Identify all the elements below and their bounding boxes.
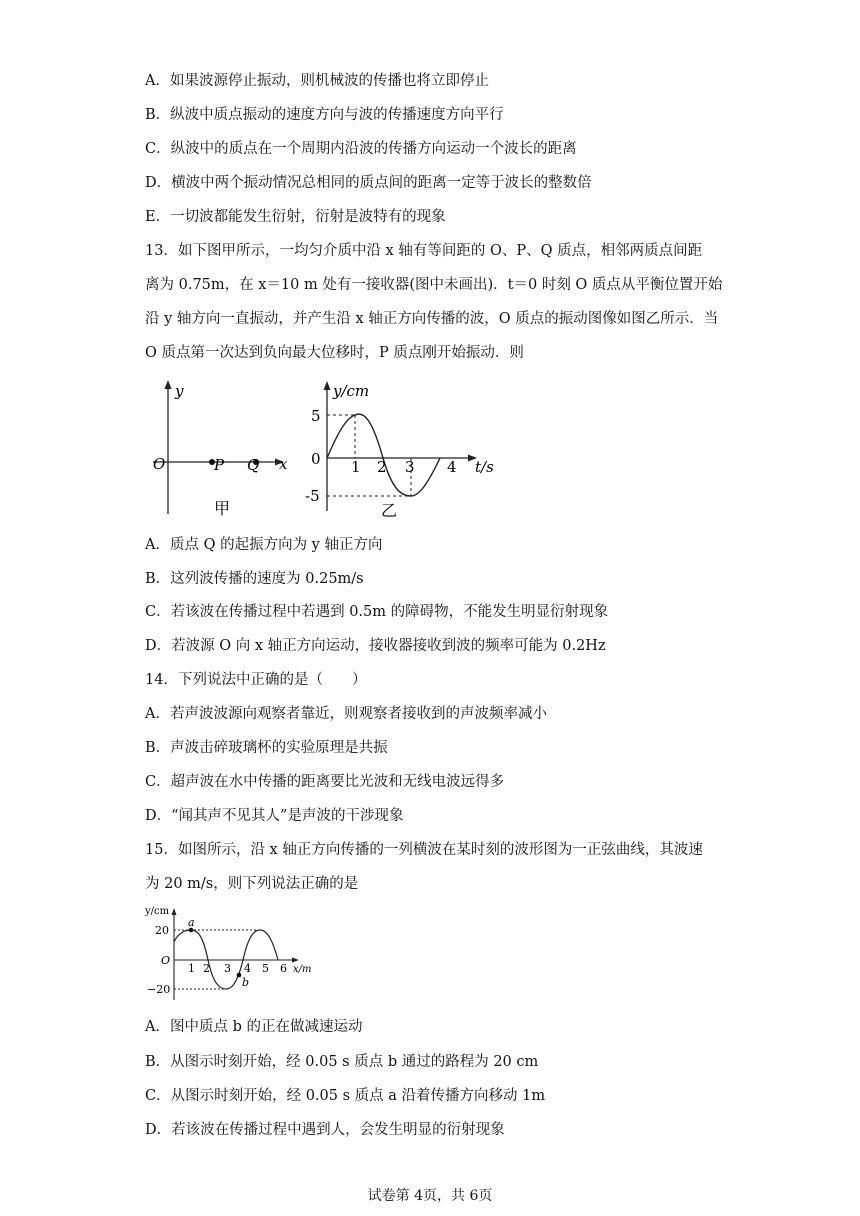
q13-figure-jia (145, 376, 305, 526)
q12-option-a: A．如果波源停止振动，则机械波的传播也将立即停止 (145, 73, 489, 89)
q15-option-c: C．从图示时刻开始，经 0.05 s 质点 a 沿着传播方向移动 1m (145, 1088, 546, 1104)
q13-stem-line-4: O 质点第一次达到负向最大位移时，P 质点刚开始振动．则 (145, 345, 524, 361)
q15-a-label: a (188, 916, 195, 929)
q15-option-a: A．图中质点 b 的正在做减速运动 (145, 1019, 363, 1035)
yi-y-arrow (324, 381, 331, 390)
q15-y-arrow (172, 908, 177, 915)
q15-x-label: x/m (293, 964, 312, 975)
q15-option-d: D．若该波在传播过程中遇到人，会发生明显的衍射现象 (145, 1122, 505, 1138)
yi-x-tick-2: 2 (377, 458, 387, 476)
q15-figure (145, 902, 325, 1012)
q13-figure-yi (295, 376, 510, 526)
yi-y-tick-neg5: -5 (305, 487, 320, 505)
yi-x-label: t/s (475, 458, 494, 476)
q13-option-a: A．质点 Q 的起振方向为 y 轴正方向 (145, 537, 383, 553)
q14-option-d: D．“闻其声不见其人”是声波的干涉现象 (145, 808, 404, 824)
q12-option-b: B．纵波中质点振动的速度方向与波的传播速度方向平行 (145, 107, 504, 123)
q15-x-tick-5: 5 (262, 962, 269, 975)
q13-option-c: C．若该波在传播过程中若遇到 0.5m 的障碍物，不能发生明显衍射现象 (145, 604, 609, 620)
yi-y-label: y/cm (333, 382, 370, 400)
q15-stem-line-1: 15．如图所示，沿 x 轴正方向传播的一列横波在某时刻的波形图为一正弦曲线，其波速 (145, 842, 703, 858)
jia-q-label: Q (247, 456, 260, 474)
q15-x-tick-1: 1 (188, 962, 195, 975)
yi-x-tick-4: 4 (447, 458, 457, 476)
q15-b-label: b (242, 976, 250, 989)
q12-option-d: D．横波中两个振动情况总相同的质点间的距离一定等于波长的整数倍 (145, 175, 592, 191)
q14-stem: 14．下列说法中正确的是（ ） (145, 672, 367, 688)
jia-caption: 甲 (214, 499, 231, 518)
q15-y-label: y/cm (145, 906, 170, 917)
yi-origin-label: 0 (311, 450, 321, 468)
q15-point-b (237, 973, 242, 978)
q14-option-b: B．声波击碎玻璃杯的实验原理是共振 (145, 740, 388, 756)
jia-origin-label: O (153, 455, 166, 473)
q15-origin-label: O (161, 954, 171, 967)
q13-option-d: D．若波源 O 向 x 轴正方向运动，接收器接收到波的频率可能为 0.2Hz (145, 638, 606, 654)
q13-stem-line-3: 沿 y 轴方向一直振动，并产生沿 x 轴正方向传播的波，O 质点的振动图像如图乙所示．当 (145, 311, 719, 327)
q15-x-tick-3: 3 (224, 962, 231, 975)
yi-x-tick-3: 3 (405, 458, 415, 476)
q12-option-e: E．一切波都能发生衍射，衍射是波特有的现象 (145, 209, 446, 225)
q15-x-tick-6: 6 (280, 962, 287, 975)
yi-y-tick-5: 5 (311, 407, 321, 425)
page-footer: 试卷第 4页，共 6页 (367, 1188, 493, 1204)
jia-x-label: x (279, 455, 288, 473)
q13-stem-line-1: 13．如下图甲所示，一均匀介质中沿 x 轴有等间距的 O、P、Q 质点，相邻两质点间距 (145, 243, 703, 259)
q13-stem-line-2: 离为 0.75m，在 x＝10 m 处有一接收器(图中未画出)．t＝0 时刻 O 质点从平衡位置开始 (145, 277, 723, 293)
jia-p-label: P (214, 456, 225, 474)
q15-stem-line-2: 为 20 m/s，则下列说法正确的是 (145, 876, 359, 892)
q15-y-tick-20: 20 (155, 924, 169, 937)
q15-x-tick-2: 2 (203, 962, 210, 975)
q15-y-tick-neg20: −20 (147, 983, 171, 996)
yi-sine-curve (327, 414, 440, 496)
q14-option-c: C．超声波在水中传播的距离要比光波和无线电波远得多 (145, 774, 505, 790)
jia-y-label: y (175, 382, 184, 400)
jia-y-arrow (165, 380, 172, 389)
yi-x-tick-1: 1 (351, 458, 361, 476)
q12-option-c: C．纵波中的质点在一个周期内沿波的传播方向运动一个波长的距离 (145, 141, 577, 157)
q15-x-tick-4: 4 (244, 962, 251, 975)
q15-x-arrow (292, 958, 299, 963)
yi-caption: 乙 (381, 501, 398, 520)
q14-option-a: A．若声波波源向观察者靠近，则观察者接收到的声波频率减小 (145, 706, 547, 722)
q15-option-b: B．从图示时刻开始，经 0.05 s 质点 b 通过的路程为 20 cm (145, 1054, 539, 1070)
q13-option-b: B．这列波传播的速度为 0.25m/s (145, 571, 364, 587)
